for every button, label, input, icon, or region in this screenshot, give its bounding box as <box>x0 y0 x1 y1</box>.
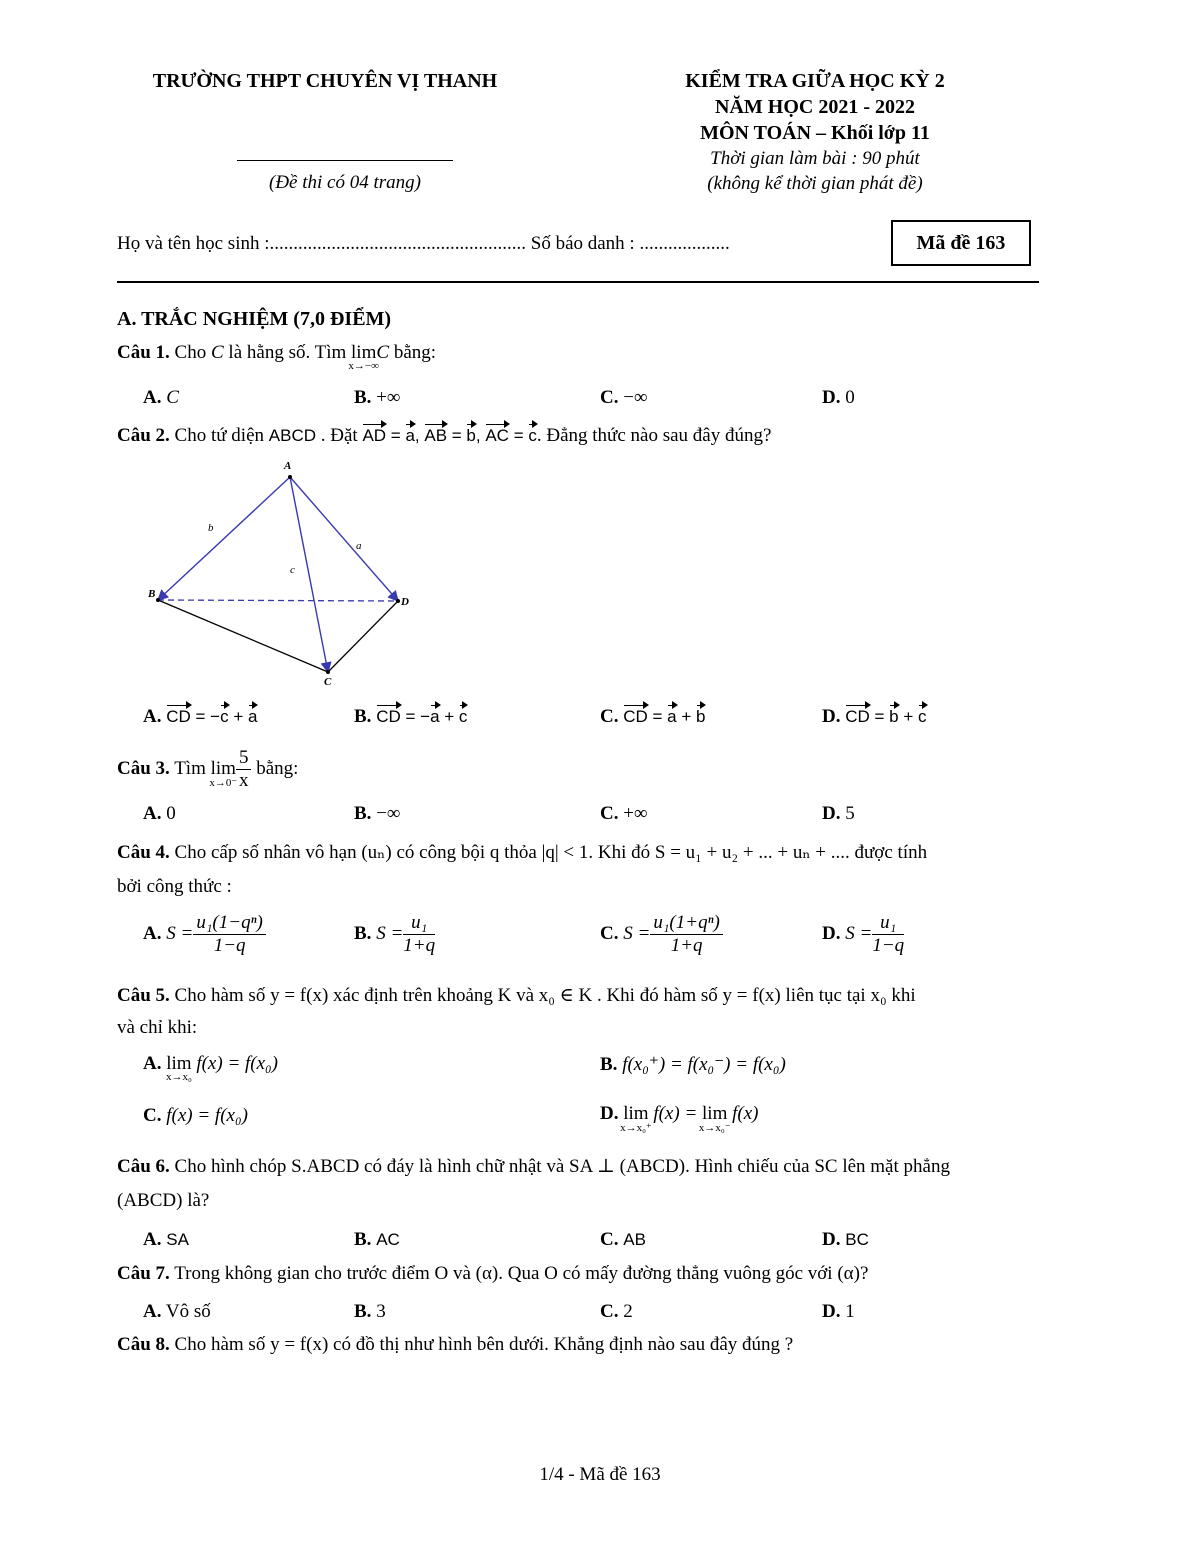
q1-text: Cho <box>169 342 211 363</box>
section-title: A. TRẮC NGHIỆM (7,0 ĐIỂM) <box>117 308 392 330</box>
q1-const: C <box>210 342 224 363</box>
q3-option-a[interactable]: A. 0 <box>143 803 176 824</box>
vector-b <box>158 477 290 600</box>
q3-text-end: bằng: <box>251 757 299 779</box>
q4-option-b[interactable]: B. S = $\frac{\text{u₁}}{1+q}$ <box>354 912 436 956</box>
q3-option-b[interactable]: B. −∞ <box>354 803 401 824</box>
q3-option-d[interactable]: D. 5 <box>822 803 855 824</box>
q5-text: Cho hàm số y = f(x) xác định trên khoảng K và x₀ ∈ K . Khi đó hàm số y = f(x) liên tục tại x₀ khi <box>169 985 916 1006</box>
q3-option-c[interactable]: C. +∞ <box>600 803 648 824</box>
q1-expr: C <box>376 342 390 363</box>
question-7 <box>117 1263 868 1285</box>
school-year: NĂM HỌC 2021 - 2022 <box>715 96 915 118</box>
q1-option-b[interactable]: B. +∞ <box>354 387 401 408</box>
q4-option-d[interactable]: D. S = $\frac{\text{u₁}}{1-q}$ <box>822 912 905 956</box>
duration: Thời gian làm bài : 90 phút <box>710 148 920 169</box>
question-1 <box>117 342 437 372</box>
q2-option-c[interactable]: C. CD = a + b <box>600 706 706 727</box>
question-number: Câu 2. <box>117 425 170 446</box>
question-4 <box>117 841 927 864</box>
vector-a <box>290 477 398 601</box>
q7-text: Trong không gian cho trước điểm O và (α). Qua O có mấy đường thẳng vuông góc với (α)? <box>169 1263 869 1284</box>
q4-option-a[interactable]: A. S = $\frac{\text{u₁(1−qⁿ)}}{1-q}$ <box>143 912 266 957</box>
vertex-b: B <box>148 588 156 600</box>
question-number: Câu 6. <box>117 1156 170 1177</box>
q1-option-a[interactable]: A. C <box>143 387 179 408</box>
header-divider <box>117 281 1039 283</box>
student-info-line: Họ và tên học sinh :...................................................... Số báo danh : ................... <box>117 233 730 254</box>
header-rule <box>237 160 453 161</box>
q7-option-c[interactable]: C. 2 <box>600 1301 633 1322</box>
q6-option-c[interactable]: C. AB <box>600 1229 646 1250</box>
q3-fraction: $\frac{5}{x}$ <box>236 747 252 792</box>
q5-option-a[interactable]: A. lim x→x₀ f(x) = f(x₀) <box>143 1053 278 1083</box>
question-number: Câu 4. <box>117 842 170 863</box>
q6-option-a[interactable]: A. SA <box>143 1229 189 1250</box>
q2-text-end: . Đẳng thức nào sau đây đúng? <box>536 425 772 446</box>
question-4-cont: bởi công thức : <box>117 876 232 897</box>
q5-option-c[interactable]: C. f(x) = f(x₀) <box>143 1105 248 1126</box>
q5-option-b[interactable]: B. f(x₀⁺) = f(x₀⁻) = f(x₀) <box>600 1054 786 1075</box>
q3-limit: lim x→0⁻ <box>209 757 238 789</box>
q2-option-d[interactable]: D. CD = b + c <box>822 706 927 727</box>
q2-text: Cho tứ diện <box>169 425 269 446</box>
q7-option-b[interactable]: B. 3 <box>354 1301 386 1322</box>
q2-option-a[interactable]: A. CD = −c + a <box>143 706 258 727</box>
q7-option-a[interactable]: A. Vô số <box>143 1301 211 1322</box>
question-6 <box>117 1155 950 1178</box>
question-6-cont: (ABCD) là? <box>117 1190 210 1211</box>
question-2 <box>117 425 771 447</box>
question-number: Câu 3. <box>117 757 170 779</box>
vertex-a: A <box>284 460 292 472</box>
edge-bd <box>158 600 398 601</box>
question-5-cont: và chỉ khi: <box>117 1017 198 1038</box>
exam-code-box: Mã đề 163 <box>891 220 1031 266</box>
q8-text: Cho hàm số y = f(x) có đồ thị như hình bên dưới. Khẳng định nào sau đây đúng ? <box>169 1334 794 1355</box>
question-number: Câu 8. <box>117 1334 170 1355</box>
q6-text: Cho hình chóp S.ABCD có đáy là hình chữ nhật và SA ⊥ (ABCD). Hình chiếu của SC lên mặt phẳng <box>169 1156 950 1177</box>
q7-option-d[interactable]: D. 1 <box>822 1301 855 1322</box>
q4-text: Cho cấp số nhân vô hạn (uₙ) có công bội q thỏa |q| < 1. Khi đó S = u₁ + u₂ + ... + uₙ + .... được tính <box>169 842 928 863</box>
tetrahedron-figure <box>140 455 430 695</box>
q1-text-mid: là hằng số. Tìm <box>223 342 352 363</box>
vertex-d: D <box>401 596 409 608</box>
question-3 <box>117 747 298 792</box>
q1-option-d[interactable]: D. 0 <box>822 387 855 408</box>
q2-option-b[interactable]: B. CD = −a + c <box>354 706 468 727</box>
label-vector-a: a <box>356 540 362 552</box>
q2-tetrahedron: ABCD <box>268 426 316 445</box>
vertex-c: C <box>324 676 332 688</box>
q6-option-d[interactable]: D. BC <box>822 1229 869 1250</box>
q2-text-mid: . Đặt <box>316 425 363 446</box>
question-number: Câu 5. <box>117 985 170 1006</box>
label-vector-c: c <box>290 564 295 576</box>
q5-option-d[interactable]: D. lim x→x₀⁺ f(x) = lim x→x₀⁻ f(x) <box>600 1103 759 1134</box>
q2-vector-defs: AD = a, AB = b, AC = c <box>362 426 537 445</box>
q3-text: Tìm <box>169 757 211 779</box>
q4-option-c[interactable]: C. S = $\frac{\text{u₁(1+qⁿ)}}{1+q}$ <box>600 912 723 957</box>
q1-limit: lim x→−∞ <box>348 342 379 372</box>
subject: MÔN TOÁN – Khối lớp 11 <box>700 122 930 144</box>
q1-option-c[interactable]: C. −∞ <box>600 387 648 408</box>
question-number: Câu 7. <box>117 1263 170 1284</box>
question-5 <box>117 984 916 1007</box>
exam-title: KIỂM TRA GIỮA HỌC KỲ 2 <box>685 70 945 92</box>
q6-option-b[interactable]: B. AC <box>354 1229 400 1250</box>
pages-note: (Đề thi có 04 trang) <box>269 172 421 193</box>
duration-note: (không kể thời gian phát đề) <box>707 173 923 194</box>
question-8 <box>117 1334 793 1356</box>
q1-text-end: bằng: <box>389 342 437 363</box>
vector-c <box>290 477 328 672</box>
edge-cd <box>328 601 398 672</box>
question-number: Câu 1. <box>117 342 170 363</box>
edge-bc <box>158 600 328 672</box>
school-name: TRƯỜNG THPT CHUYÊN VỊ THANH <box>152 70 498 92</box>
page-footer: 1/4 - Mã đề 163 <box>539 1464 661 1485</box>
label-vector-b: b <box>208 522 214 534</box>
